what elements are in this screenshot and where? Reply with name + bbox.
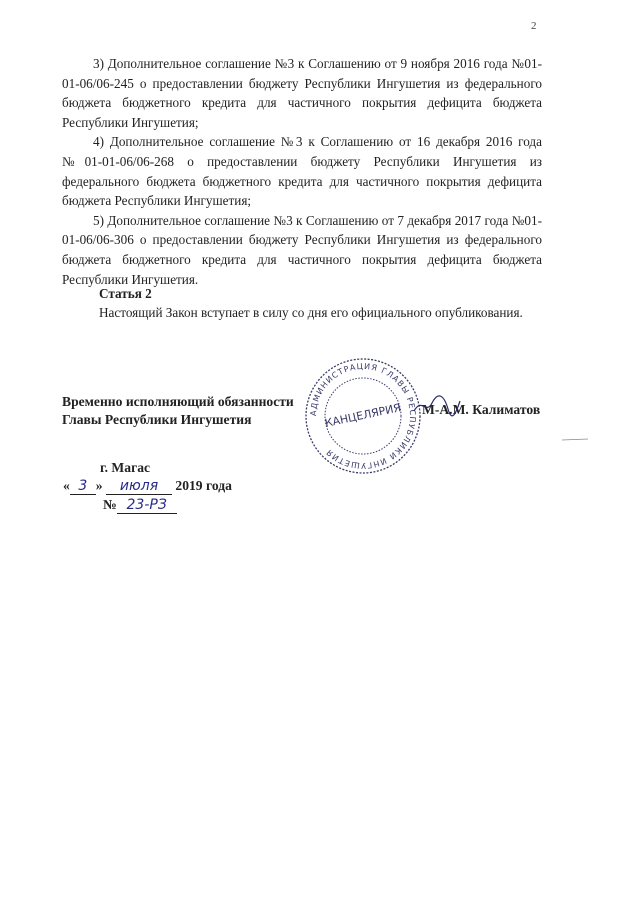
date-year: 2019: [175, 478, 203, 493]
date-suffix: года: [206, 478, 232, 493]
article-body: [62, 303, 542, 322]
document-body: [62, 54, 542, 289]
stamp-outer-text: АДМИНИСТРАЦИЯ ГЛАВЫ РЕСПУБЛИКИ ИНГУШЕТИЯ: [308, 361, 418, 471]
date-month: июля: [106, 478, 172, 495]
law-number: № 23-РЗ: [103, 497, 177, 514]
date-day: 3: [70, 478, 96, 495]
position-line-1: Временно исполняющий обязанности: [62, 394, 294, 409]
stamp-seal: [303, 356, 423, 476]
signatory-position: [62, 393, 294, 429]
place-of-signing: г. Магас: [100, 460, 151, 475]
list-item: 3) Дополнительное соглашение №3 к Соглашению от 9 ноября 2016 года №01-01-06/06-245 о предоставлении бюджету Республики Ингушетия из федерального бюджета бюджетного кредита для частичного покрытия дефицита бюджета Республики Ингушетия;: [62, 56, 542, 130]
signature-scribble: [412, 393, 462, 417]
stamp-center-text: КАНЦЕЛЯРИЯ: [323, 401, 403, 430]
signing-date: « 3 » июля 2019 года: [63, 478, 232, 494]
article-heading: Статья 2: [99, 286, 152, 301]
signatory-name: М-А.М. Калиматов: [422, 402, 541, 417]
article-text: Настоящий Закон вступает в силу со дня его официального опубликования.: [99, 305, 523, 320]
list-item: 4) Дополнительное соглашение №3 к Соглашению от 16 декабря 2016 года №01-01-06/06-268 о предоставлении бюджету Республики Ингушетия из федерального бюджета бюджетного кредита для частичного покрытия дефицита бюджета Республики Ингушетия;: [62, 134, 542, 209]
page-number: 2: [531, 20, 537, 32]
margin-mark: [560, 430, 590, 444]
law-number-value: 23-РЗ: [117, 497, 177, 514]
position-line-2: Главы Республики Ингушетия: [62, 412, 252, 427]
list-item: 5) Дополнительное соглашение №3 к Соглашению от 7 декабря 2017 года №01-01-06/06-306 о предоставлении бюджету Республики Ингушетия из федерального бюджета бюджетного кредита для частичного покрытия дефицита бюджета Республики Ингушетия.: [62, 212, 542, 287]
